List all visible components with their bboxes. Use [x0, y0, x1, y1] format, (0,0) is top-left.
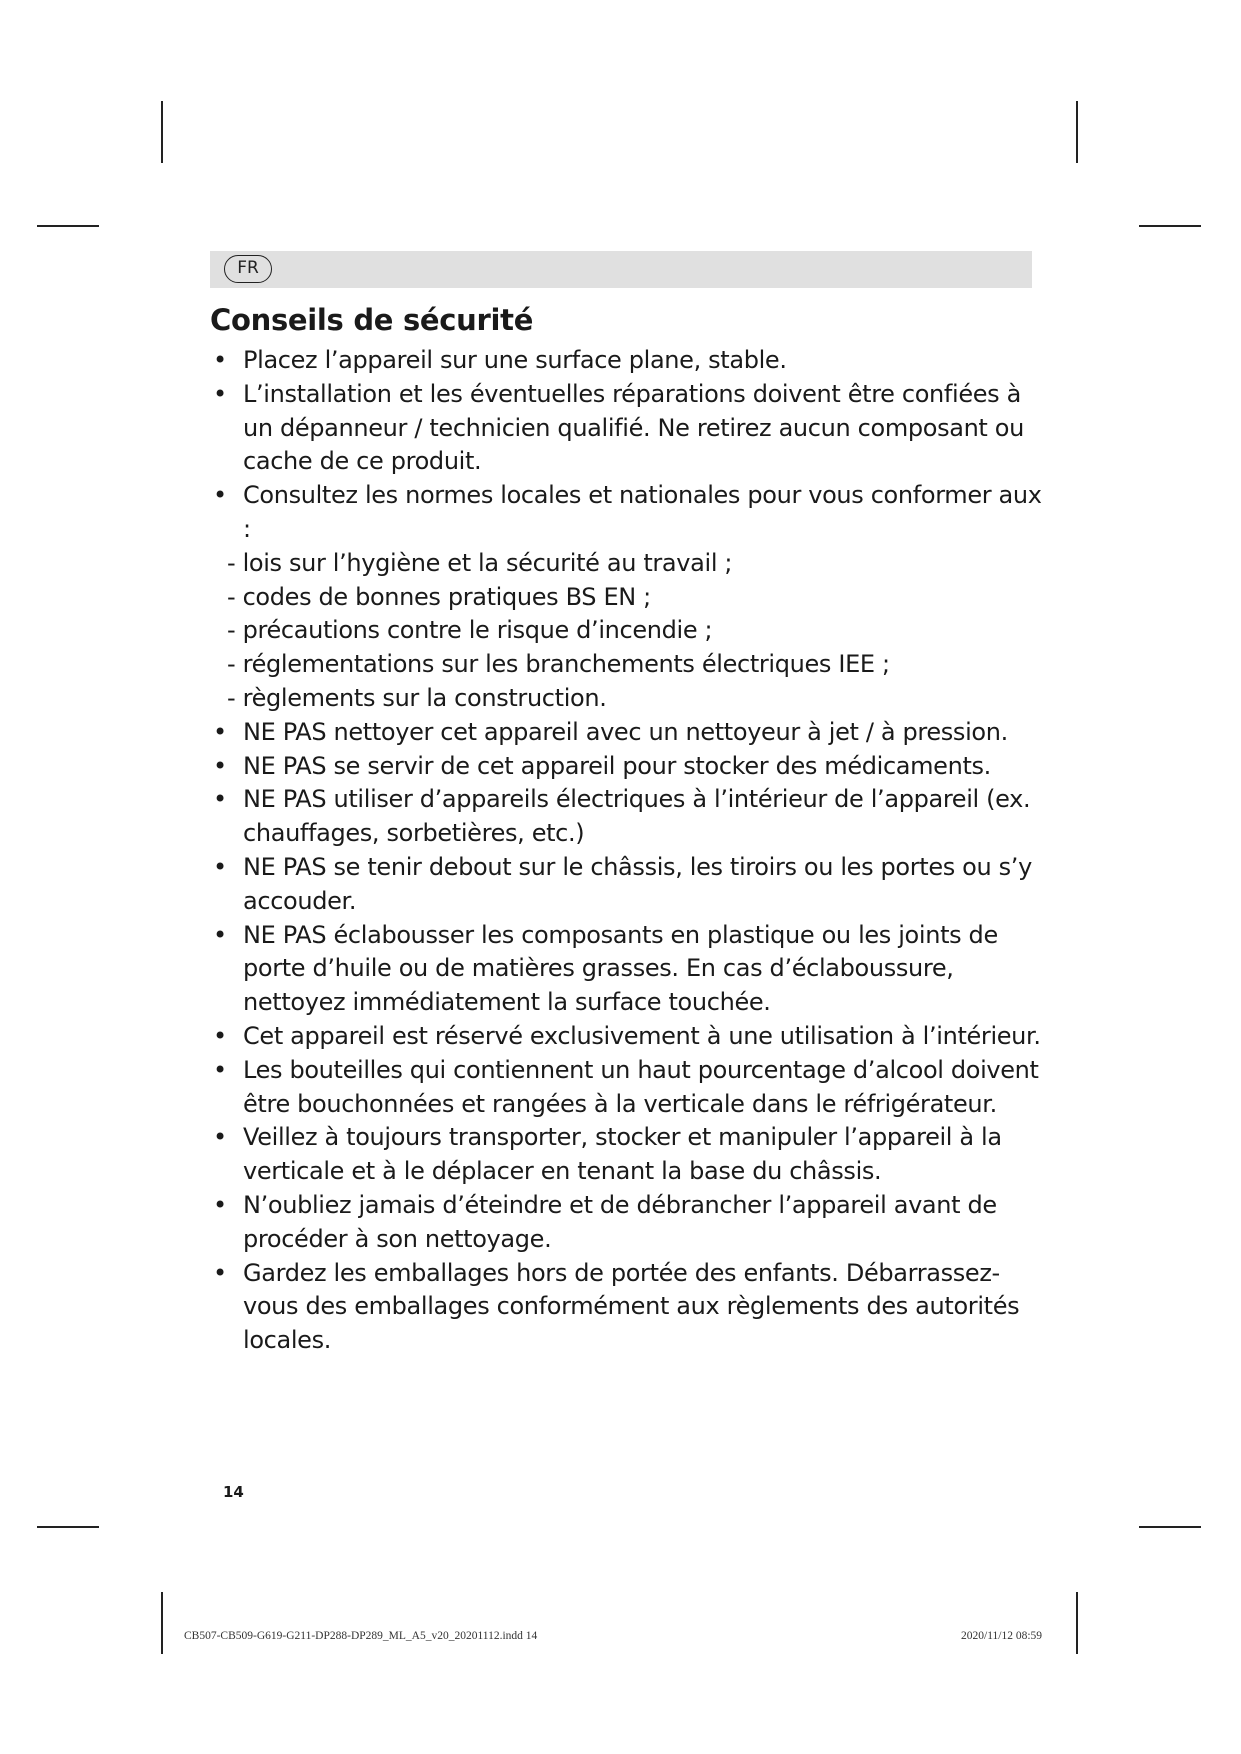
list-item	[210, 1121, 1050, 1189]
list-item	[210, 1257, 1050, 1358]
bullet-icon: •	[213, 346, 227, 374]
list-item	[210, 479, 1050, 716]
list-item-text: Cet appareil est réservé exclusivement à une utilisation à l’intérieur.	[243, 1021, 1041, 1050]
list-item	[210, 1189, 1050, 1257]
list-item-text: NE PAS utiliser d’appareils électriques à l’intérieur de l’appareil (ex. chauffages, sorbetières, etc.)	[243, 785, 1031, 848]
crop-mark-left-bottom	[37, 1526, 99, 1528]
list-item	[210, 344, 1050, 378]
bullet-icon: •	[213, 1123, 227, 1152]
list-item-text: Veillez à toujours transporter, stocker et manipuler l’appareil à la verticale et à le déplacer en tenant la base du châssis.	[243, 1123, 1002, 1186]
crop-mark-top-right	[1076, 101, 1078, 163]
list-item	[210, 851, 1050, 919]
footer-file-info: CB507-CB509-G619-G211-DP288-DP289_ML_A5_v20_20201112.indd 14	[184, 1630, 538, 1642]
sub-list-item: - lois sur l’hygiène et la sécurité au travail ;	[227, 548, 733, 577]
list-item	[210, 783, 1050, 851]
list-item	[210, 750, 1050, 784]
sub-list-item: - codes de bonnes pratiques BS EN ;	[227, 582, 651, 611]
section-title: Conseils de sécurité	[210, 303, 534, 337]
crop-mark-right-top	[1139, 225, 1201, 227]
bullet-icon: •	[213, 1190, 227, 1219]
list-item-text: Gardez les emballages hors de portée des enfants. Débarrassez-vous des emballages conformément aux règlements des autorités locales.	[243, 1258, 1020, 1355]
bullet-icon: •	[213, 481, 227, 510]
language-badge: FR	[224, 255, 272, 283]
bullet-icon: •	[213, 717, 227, 746]
bullet-icon: •	[213, 1021, 227, 1050]
list-item-text: NE PAS éclabousser les composants en plastique ou les joints de porte d’huile ou de matières grasses. En cas d’éclaboussure, nettoyez immédiatement la surface touchée.	[243, 920, 998, 1017]
list-item	[210, 716, 1050, 750]
page-number: 14	[223, 1483, 244, 1501]
safety-list	[210, 344, 1050, 1358]
list-item-text: Consultez les normes locales et nationales pour vous conformer aux :	[243, 481, 1042, 543]
language-header-bar	[210, 251, 1032, 288]
crop-mark-left-top	[37, 225, 99, 227]
list-item	[210, 378, 1050, 479]
crop-mark-top-left	[161, 101, 163, 163]
footer-datetime: 2020/11/12 08:59	[961, 1630, 1043, 1642]
list-item-text: NE PAS nettoyer cet appareil avec un nettoyeur à jet / à pression.	[243, 717, 1008, 746]
bullet-icon: •	[213, 751, 227, 780]
bullet-icon: •	[213, 1258, 227, 1287]
list-item-text: NE PAS se tenir debout sur le châssis, les tiroirs ou les portes ou s’y accouder.	[243, 852, 1032, 915]
list-item	[210, 919, 1050, 1020]
list-item-text: L’installation et les éventuelles réparations doivent être confiées à un dépanneur / technicien qualifié. Ne retirez aucun composant ou cache de ce produit.	[243, 379, 1024, 476]
list-item	[210, 1020, 1050, 1054]
bullet-icon: •	[213, 852, 227, 881]
list-item-text: NE PAS se servir de cet appareil pour stocker des médicaments.	[243, 751, 991, 780]
bullet-icon: •	[213, 785, 227, 814]
crop-mark-right-bottom	[1139, 1526, 1201, 1528]
list-item-text: Placez l’appareil sur une surface plane, stable.	[243, 346, 787, 374]
sub-list	[227, 547, 1050, 716]
list-item-text: N’oubliez jamais d’éteindre et de débrancher l’appareil avant de procéder à son nettoyage.	[243, 1190, 997, 1253]
list-item	[210, 1054, 1050, 1122]
crop-mark-bottom-right	[1076, 1592, 1078, 1654]
crop-mark-bottom-left	[161, 1592, 163, 1654]
sub-list-item: - précautions contre le risque d’incendie ;	[227, 616, 713, 645]
sub-list-item: - règlements sur la construction.	[227, 683, 607, 712]
safety-section	[210, 300, 1050, 1358]
list-item-text: Les bouteilles qui contiennent un haut pourcentage d’alcool doivent être bouchonnées et rangées à la verticale dans le réfrigérateur.	[243, 1055, 1039, 1118]
sub-list-item: - réglementations sur les branchements électriques IEE ;	[227, 650, 890, 679]
bullet-icon: •	[213, 379, 227, 408]
bullet-icon: •	[213, 1055, 227, 1084]
bullet-icon: •	[213, 920, 227, 949]
